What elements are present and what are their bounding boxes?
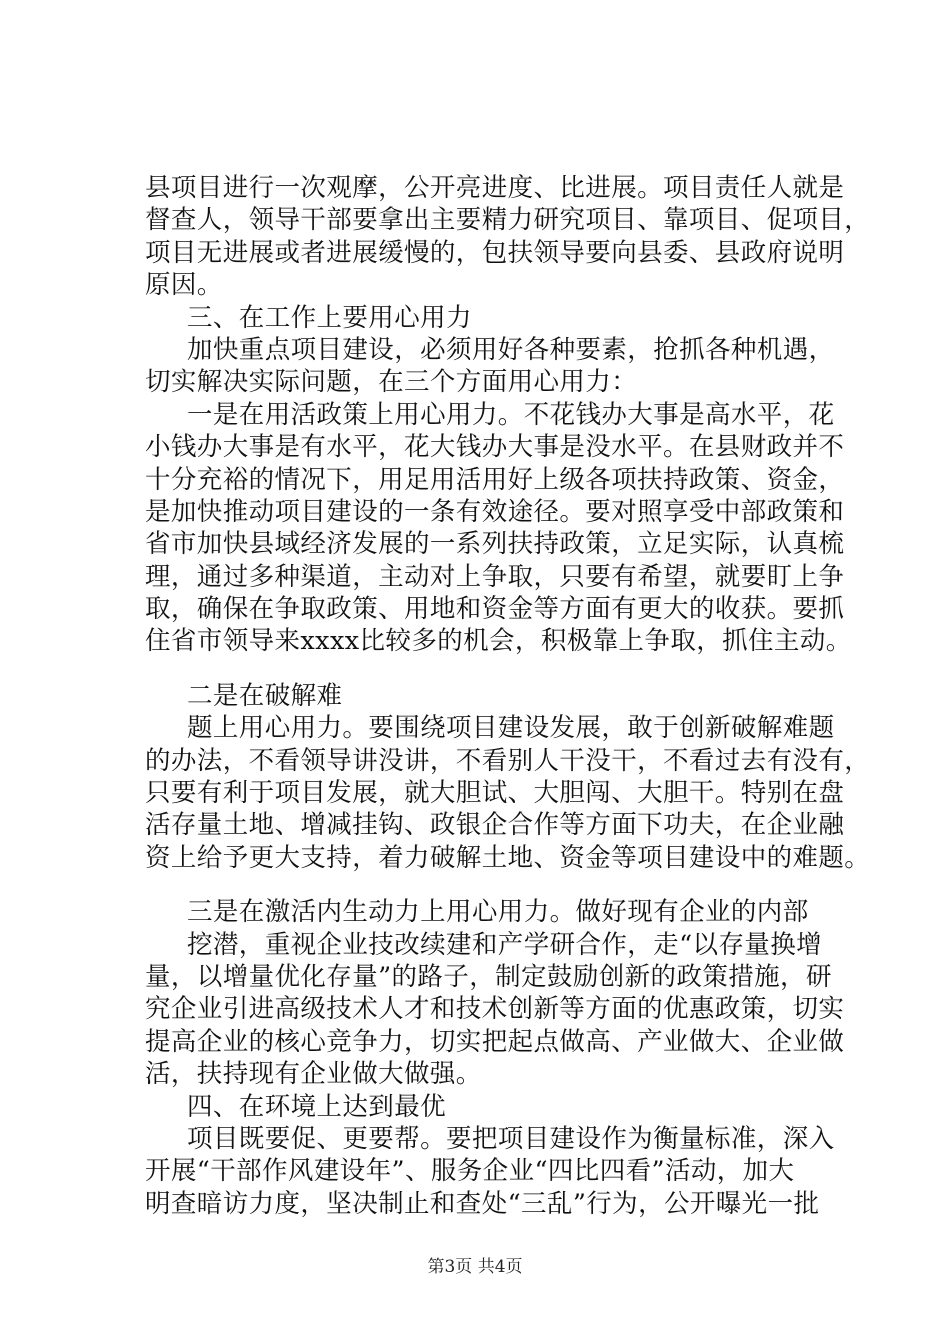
text-line: 十分充裕的情况下，用足用活用好上级各项扶持政策、资金， xyxy=(145,464,845,495)
text-line: 是加快推动项目建设的一条有效途径。要对照享受中部政策和 xyxy=(145,496,845,527)
text-line: 活，扶持现有企业做大做强。 xyxy=(145,1059,482,1090)
text-line: 原因。 xyxy=(145,270,223,301)
text-line: 项目无进展或者进展缓慢的，包扶领导要向县委、县政府说明 xyxy=(145,237,845,268)
text-line: 取，确保在争取政策、用地和资金等方面有更大的收获。要抓 xyxy=(145,594,845,625)
text-line: 量，以增量优化存量”的路子，制定鼓励创新的政策措施，研 xyxy=(145,961,832,992)
page-number-footer: 第3页 共4页 xyxy=(427,1257,523,1277)
text-line: 究企业引进高级技术人才和技术创新等方面的优惠政策，切实 xyxy=(145,994,845,1025)
text-line: 明查暗访力度，坚决制止和查处“三乱”行为，公开曝光一批 xyxy=(145,1188,820,1219)
text-line: 的办法，不看领导讲没讲，不看别人干没干，不看过去有没有， xyxy=(145,745,871,776)
text-line: 二是在破解难 xyxy=(187,680,343,711)
section-heading: 四、在环境上达到最优 xyxy=(187,1091,447,1122)
text-line: 挖潜，重视企业技改续建和产学研合作，走“以存量换增 xyxy=(187,929,823,960)
text-line: 资上给予更大支持，着力破解土地、资金等项目建设中的难题。 xyxy=(145,842,871,873)
text-line: 县项目进行一次观摩，公开亮进度、比进展。项目责任人就是 xyxy=(145,173,845,203)
text-line: 切实解决实际问题，在三个方面用心用力： xyxy=(145,367,638,398)
text-line: 小钱办大事是有水平，花大钱办大事是没水平。在县财政并不 xyxy=(145,432,845,463)
text-line: 提高企业的核心竞争力，切实把起点做高、产业做大、企业做 xyxy=(145,1026,845,1057)
text-line: 加快重点项目建设，必须用好各种要素，抢抓各种机遇， xyxy=(187,334,835,365)
text-line: 活存量土地、增减挂钩、政银企合作等方面下功夫，在企业融 xyxy=(145,810,845,841)
document-body xyxy=(145,172,871,1220)
text-line: 只要有利于项目发展，就大胆试、大胆闯、大胆干。特别在盘 xyxy=(145,778,845,809)
text-line: 督查人，领导干部要拿出主要精力研究项目、靠项目、促项目， xyxy=(145,205,871,236)
text-line: 题上用心用力。要围绕项目建设发展，敢于创新破解难题 xyxy=(187,713,835,744)
text-line: 住省市领导来xxxx比较多的机会，积极靠上争取，抓住主动。 xyxy=(145,626,852,657)
text-line: 一是在用活政策上用心用力。不花钱办大事是高水平，花 xyxy=(187,399,835,430)
text-line: 理，通过多种渠道，主动对上争取，只要有希望，就要盯上争 xyxy=(145,561,845,592)
section-heading: 三、在工作上要用心用力 xyxy=(187,302,472,333)
paragraph-gap xyxy=(145,874,845,896)
paragraph-gap xyxy=(145,658,845,680)
text-line: 开展“干部作风建设年”、服务企业“四比四看”活动，加大 xyxy=(145,1156,795,1187)
text-line: 省市加快县域经济发展的一系列扶持政策，立足实际，认真梳 xyxy=(145,529,845,560)
text-line: 三是在激活内生动力上用心用力。做好现有企业的内部 xyxy=(187,897,809,928)
text-line: 项目既要促、更要帮。要把项目建设作为衡量标准，深入 xyxy=(187,1123,835,1154)
